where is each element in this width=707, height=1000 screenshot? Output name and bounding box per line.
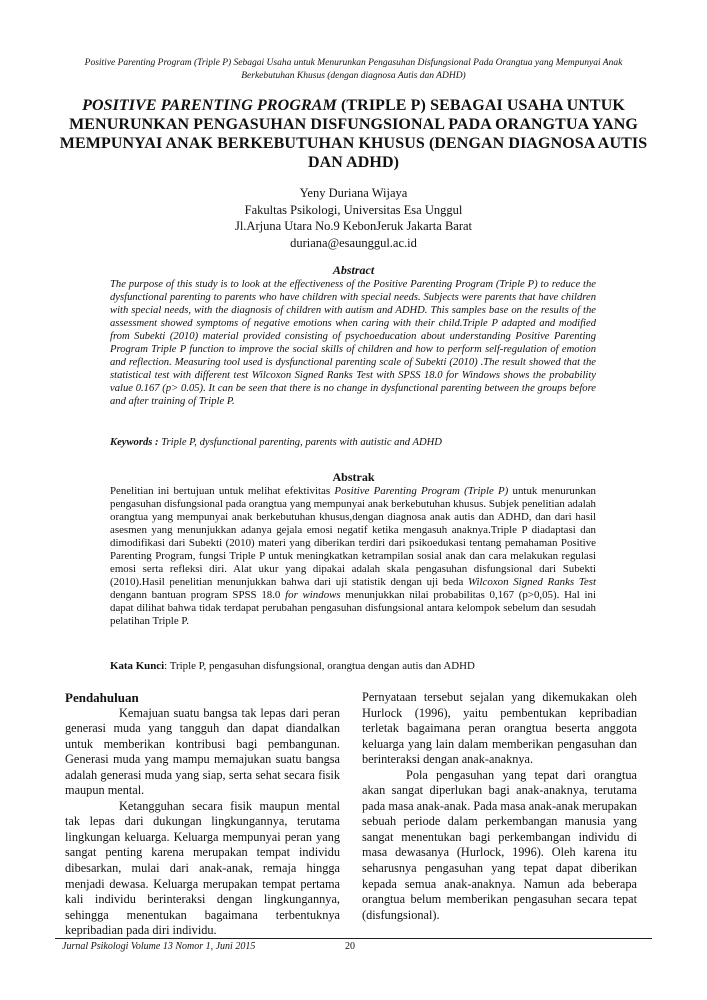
abstract-id-text (110, 485, 596, 629)
author-address: Jl.Arjuna Utara No.9 KebonJeruk Jakarta Barat (234, 219, 473, 233)
keywords-text: Triple P, dysfunctional parenting, parents with autistic and ADHD (158, 437, 442, 448)
page-number: 20 (345, 941, 355, 952)
body-paragraph: Kemajuan suatu bangsa tak lepas dari peran generasi muda yang tangguh dan dapat diandalkan untuk memberikan kontribusi bagi pembangunan. Generasi muda yang mampu memajukan suatu bangsa adalah generasi muda yang siap, serta sehat secara fisik maupun mental. (65, 705, 340, 798)
abstract-id-part-4: menunjukkan nilai probabilitas 0,167 (p>0,05). Hal ini dapat dilihat bahwa tidak terdapat perubahan pengasuhan disfungsional antara kelompok sebelum dan sesudah pelatihan Triple P. (110, 589, 596, 628)
kata-kunci-text: : Triple P, pengasuhan disfungsional, orangtua dengan autis dan ADHD (164, 660, 475, 672)
body-paragraph: Pola pengasuhan yang tepat dari orangtua akan sangat diperlukan bagi anak-anaknya, terutama pada masa anak-anak. Pada masa anak-anak merupakan sebuah periode dalam perkembangan manusia yang sangat menentukan bagi perkembangan individu di masa dewasanya (Hurlock, 1996). Oleh karena itu seharusnya pengasuhan yang tepat dapat diberikan kepada semua anak-anaknya. Namun ada beberapa orangtua belum memberikan pengasuhan secara tepat (disfungsional). (362, 767, 637, 922)
kata-kunci (110, 660, 597, 673)
kata-kunci-label: Kata Kunci (110, 660, 165, 672)
author-name: Yeny Duriana Wijaya (299, 186, 408, 200)
paper-title (58, 96, 649, 172)
title-italic-part: POSITIVE PARENTING PROGRAM (82, 97, 337, 114)
footer-divider (55, 938, 652, 939)
abstract-id-part-3: dengann bantuan program SPSS 18.0 (110, 589, 286, 602)
abstract-en-text: The purpose of this study is to look at the effectiveness of the Positive Parenting Program (Triple P) to reduce the dysfunctional parenting to parents who have children with special needs. Subjects were parents that have children with special needs, with the diagnosis of children with autism and ADHD. This samples base on the results of the assessment showed symptoms of negative emotions when caring with their child.Triple P adapted and modified from Subekti (2010) material provided consisting of psychoeducation about understanding Positive Parenting Program Triple P function to improve the social skills of children and how to perform self-regulation of emotion and reflection. Measuring tool used is dysfunctional parenting scale of Subekti (2010) .The result showed that the statistical test with different test Wilcoxon Signed Ranks Test with SPSS 18.0 for Windows shows the probability value 0.167 (p> 0.05). It can be seen that there is no change in dysfunctional parenting between the groups before and after training of Triple P. (110, 279, 596, 408)
body-paragraph: Pernyataan tersebut sejalan yang dikemukakan oleh Hurlock (1996), yaitu pembentukan kepribadian terletak bagaimana peran orangtua beserta anggota keluarga yang lain dalam memberikan pengasuhan dan berinteraksi dengan anak-anaknya. (362, 690, 637, 767)
keywords (110, 436, 597, 449)
title-rest: (TRIPLE P) SEBAGAI USAHA UNTUK MENURUNKAN PENGASUHAN DISFUNGSIONAL PADA ORANGTUA YANG MEMPUNYAI ANAK BERKEBUTUHAN KHUSUS (DENGAN DIAGNOSA AUTIS DAN ADHD) (59, 97, 648, 171)
keywords-label: Keywords : (110, 437, 159, 448)
author-block (150, 185, 557, 251)
running-head: Positive Parenting Program (Triple P) Sebagai Usaha untuk Menurunkan Pengasuhan Disfungsional Pada Orangtua yang Mempunyai Anak Berkebutuhan Khusus (dengan diagnosa Autis dan ADHD) (84, 58, 623, 81)
body-paragraph: Ketangguhan secara fisik maupun mental tak lepas dari dukungan lingkungannya, terutama lingkungan keluarga. Keluarga mempunyai peran yang sangat penting karena merupakan tempat individu dibesarkan, mulai dari anak-anak, remaja hingga menjadi dewasa. Keluarga merupakan tempat pertama kali individu berinteraksi dengan lingkungannya, sehingga menentukan bagaimana terbentuknya kepribadian pada diri individu. (65, 798, 340, 938)
author-email: duriana@esaunggul.ac.id (290, 235, 417, 250)
abstract-id-part-1: Penelitian ini bertujuan untuk melihat efektivitas (110, 485, 335, 497)
footer-journal: Jurnal Psikologi Volume 13 Nomor 1, Juni 2015 (62, 941, 256, 952)
author-affiliation: Fakultas Psikologi, Universitas Esa Unggul (244, 202, 463, 217)
abstract-id-heading: Abstrak (332, 470, 375, 484)
abstract-id-italic-2: Wilcoxon Signed Ranks Test (468, 576, 596, 589)
abstract-en-heading: Abstract (332, 263, 375, 277)
section-heading: Pendahuluan (65, 690, 139, 705)
abstract-id-part-2: untuk menurunkan pengasuhan disfungsional pada orangtua yang mempunyai anak berkebutuhan khusus. Subjek penelitian adalah orangtua yang mempunyai anak berkebutuhan khusus,dengan diagnosa anak autis dan ADHD, dan dari hasil asesmen yang menunjukkan adanya gejala emosi negatif ketika mengasuh anaknya.Triple P diadaptasi dan dimodifikasi dari Subekti (2010) materi yang diberikan terdiri dari psikoedukasi tentang pemahaman Positive Parenting Program, fungsi Triple P untuk meningkatkan ketrampilan sosial anak dan cara melakukan regulasi emosi serta refleksi diri. Alat ukur yang dipakai adalah skala pengasuhan disfungsional dari Subekti (2010).Hasil penelitian menunjukkan bahwa dari uji statistik dengan uji beda (110, 485, 596, 589)
abstract-id-italic-1: Positive Parenting Program (Triple P) (334, 485, 509, 497)
body-left-column (65, 690, 340, 939)
body-right-column (362, 690, 637, 923)
abstract-id-italic-3: for windows (285, 589, 341, 602)
